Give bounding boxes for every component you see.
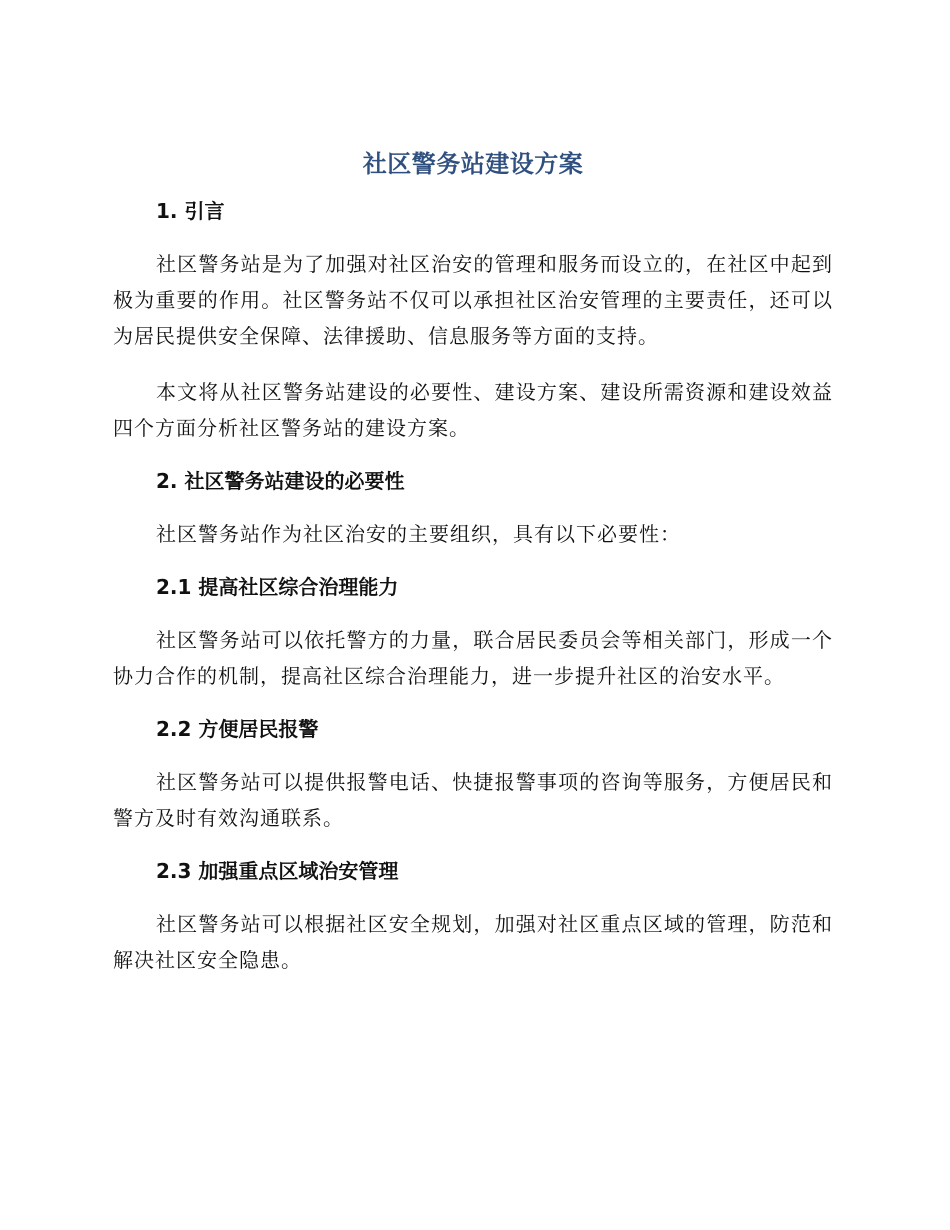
document-content bbox=[113, 146, 833, 996]
intro-paragraph-2: 本文将从社区警务站建设的必要性、建设方案、建设所需资源和建设效益四个方面分析社区警务站的建设方案。 bbox=[113, 380, 833, 440]
necessity-paragraph: 社区警务站作为社区治安的主要组织，具有以下必要性： bbox=[156, 522, 681, 546]
section-heading-intro: 1. 引言 bbox=[156, 199, 225, 223]
governance-paragraph: 社区警务站可以依托警方的力量，联合居民委员会等相关部门，形成一个协力合作的机制，提高社区综合治理能力，进一步提升社区的治安水平。 bbox=[113, 628, 833, 688]
section-heading-governance: 2.1 提高社区综合治理能力 bbox=[156, 575, 399, 599]
reporting-paragraph: 社区警务站可以提供报警电话、快捷报警事项的咨询等服务，方便居民和警方及时有效沟通联系。 bbox=[113, 770, 833, 830]
section-heading-reporting: 2.2 方便居民报警 bbox=[156, 717, 319, 741]
key-areas-paragraph: 社区警务站可以根据社区安全规划，加强对社区重点区域的管理，防范和解决社区安全隐患。 bbox=[113, 912, 833, 972]
section-heading-necessity: 2. 社区警务站建设的必要性 bbox=[156, 469, 405, 493]
section-heading-key-areas: 2.3 加强重点区域治安管理 bbox=[156, 859, 399, 883]
document-title: 社区警务站建设方案 bbox=[362, 150, 584, 178]
intro-paragraph-1: 社区警务站是为了加强对社区治安的管理和服务而设立的，在社区中起到极为重要的作用。社区警务站不仅可以承担社区治安管理的主要责任，还可以为居民提供安全保障、法律援助、信息服务等方面的支持。 bbox=[113, 252, 833, 348]
